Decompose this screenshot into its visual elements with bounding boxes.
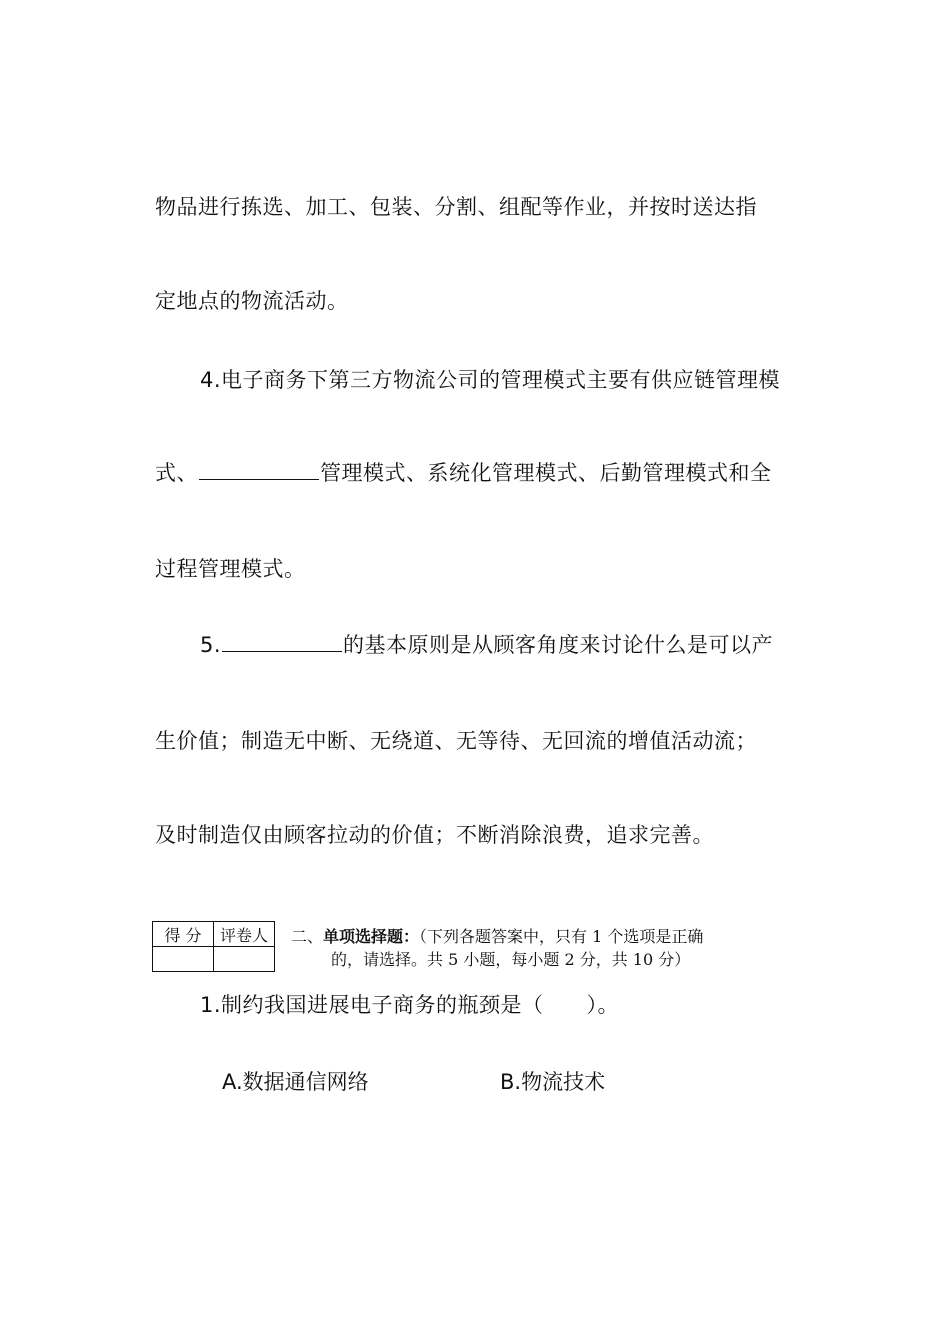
question-5-line-3: 及时制造仅由顾客拉动的价值；不断消除浪费，追求完善。 xyxy=(155,823,714,847)
section-description: （下列各题答案中，只有 1 个选项是正确 xyxy=(419,927,704,946)
question-5-line-1 xyxy=(200,631,773,659)
score-table xyxy=(152,921,275,972)
paragraph-line: 物品进行拣选、加工、包装、分割、组配等作业，并按时送达指 xyxy=(155,195,757,219)
grader-header: 评卷人 xyxy=(214,922,275,947)
section-number: 二、 xyxy=(291,927,324,946)
paragraph-line: 定地点的物流活动。 xyxy=(155,289,349,313)
question-5-number: 5. xyxy=(200,633,222,657)
question-5-text: 的基本原则是从顾客角度来讨论什么是可以产 xyxy=(343,633,774,657)
grader-cell xyxy=(214,947,275,972)
option-b: B.物流技术 xyxy=(500,1070,606,1094)
fill-blank xyxy=(222,631,342,652)
question-4-text: 式、 xyxy=(155,461,198,485)
question-4-line-1: 4.电子商务下第三方物流公司的管理模式主要有供应链管理模 xyxy=(200,368,781,392)
section-heading xyxy=(291,926,703,948)
question-4-line-2 xyxy=(155,459,772,487)
question-5-line-2: 生价值；制造无中断、无绕道、无等待、无回流的增值活动流； xyxy=(155,729,757,753)
score-cell xyxy=(153,947,214,972)
section-title: 单项选择题： xyxy=(323,927,420,946)
score-header: 得 分 xyxy=(153,922,214,947)
fill-blank xyxy=(199,459,319,480)
option-a: A.数据通信网络 xyxy=(222,1070,369,1094)
question-1-stem: 1.制约我国进展电子商务的瓶颈是（ ）。 xyxy=(200,993,620,1017)
question-4-text: 管理模式、系统化管理模式、后勤管理模式和全 xyxy=(320,461,772,485)
question-4-line-3: 过程管理模式。 xyxy=(155,557,306,581)
section-description-cont: 的，请选择。共 5 小题，每小题 2 分，共 10 分） xyxy=(331,950,691,969)
